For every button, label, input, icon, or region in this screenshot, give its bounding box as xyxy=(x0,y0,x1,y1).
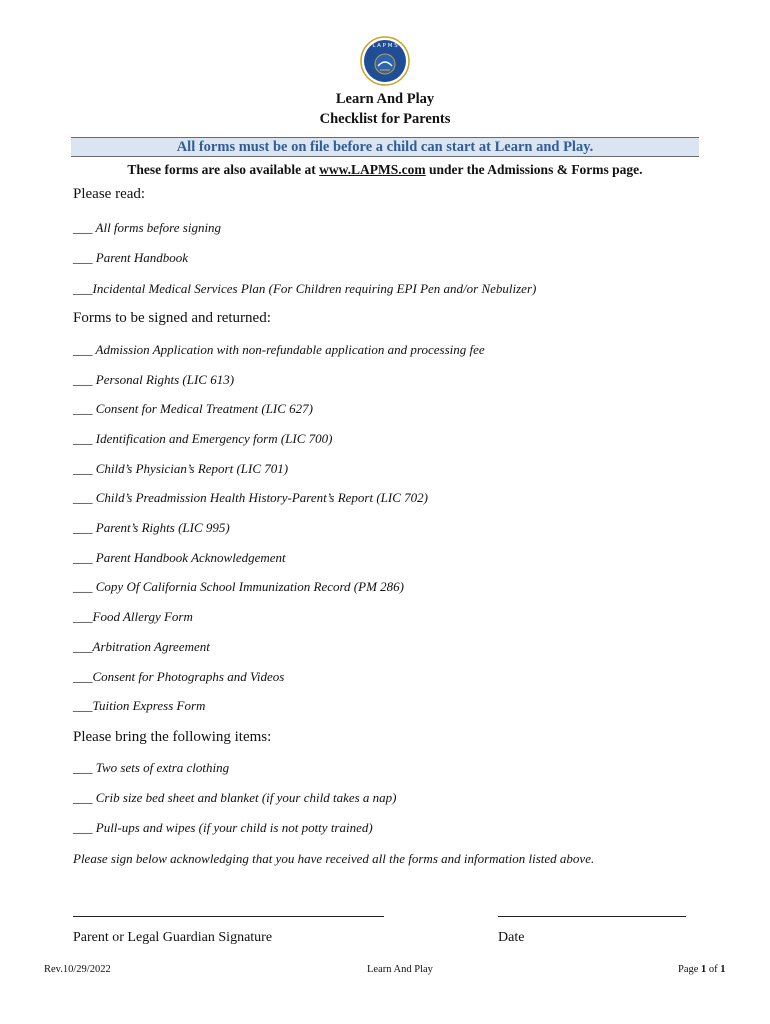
checklist-item: ___ Identification and Emergency form (LIC 700) xyxy=(73,431,333,446)
page-number xyxy=(678,964,726,975)
page-total: 1 xyxy=(720,964,726,975)
checklist-item: ___ Parent Handbook xyxy=(73,250,189,265)
checklist-item: ___ Copy Of California School Immunization Record (PM 286) xyxy=(73,579,404,594)
checklist-item: ___ Two sets of extra clothing xyxy=(73,760,230,775)
checklist-item: ___ Child’s Preadmission Health History-Parent’s Report (LIC 702) xyxy=(73,490,428,505)
logo-letters: L A P M S xyxy=(372,43,398,49)
page-current: 1 xyxy=(701,964,707,975)
checklist-item: ___Tuition Express Form xyxy=(73,698,206,713)
checklist-item: ___ Parent’s Rights (LIC 995) xyxy=(73,520,230,535)
checklist-item: ___ Admission Application with non-refundable application and processing fee xyxy=(73,342,485,357)
checklist-item: ___ Crib size bed sheet and blanket (if your child takes a nap) xyxy=(73,790,397,805)
checklist-item: ___ Child’s Physician’s Report (LIC 701) xyxy=(73,461,289,476)
acknowledgement-text: Please sign below acknowledging that you have received all the forms and information listed above. xyxy=(73,851,595,866)
checklist-item: ___Food Allergy Form xyxy=(73,609,193,624)
checklist-item: ___ Consent for Medical Treatment (LIC 627) xyxy=(73,401,314,416)
revision-date: Rev.10/29/2022 xyxy=(44,964,111,975)
document-subtitle: Checklist for Parents xyxy=(319,111,451,127)
checklist-item: ___ All forms before signing xyxy=(73,220,222,235)
website-link[interactable]: www.LAPMS.com xyxy=(319,162,426,177)
checklist-item: ___Consent for Photographs and Videos xyxy=(73,669,285,684)
page-prefix: Page xyxy=(678,964,702,975)
checklist-item: ___ Pull-ups and wipes (if your child is not potty trained) xyxy=(73,820,373,835)
checklist-item: ___ Parent Handbook Acknowledgement xyxy=(73,550,286,565)
section-heading-bring-items: Please bring the following items: xyxy=(73,729,272,745)
document-title: Learn And Play xyxy=(335,91,435,107)
section-heading-please-read: Please read: xyxy=(73,186,146,202)
school-crest-icon xyxy=(360,36,410,86)
footer-center-title: Learn And Play xyxy=(367,964,433,975)
notice-banner: All forms must be on file before a child can start at Learn and Play. xyxy=(71,137,699,157)
note-suffix: under the Admissions & Forms page. xyxy=(425,162,643,177)
page-of: of xyxy=(706,964,721,975)
date-signature-line[interactable] xyxy=(498,916,686,917)
availability-note xyxy=(0,162,770,178)
checklist-item: ___Arbitration Agreement xyxy=(73,639,210,654)
guardian-signature-label: Parent or Legal Guardian Signature xyxy=(73,930,273,945)
section-heading-forms-signed: Forms to be signed and returned: xyxy=(73,310,271,326)
guardian-signature-line[interactable] xyxy=(73,916,384,917)
date-label: Date xyxy=(498,930,525,945)
checklist-item: ___Incidental Medical Services Plan (For Children requiring EPI Pen and/or Nebulizer) xyxy=(73,281,537,296)
note-prefix: These forms are also available at xyxy=(127,162,320,177)
checklist-item: ___ Personal Rights (LIC 613) xyxy=(73,372,235,387)
lapms-logo xyxy=(360,36,410,86)
